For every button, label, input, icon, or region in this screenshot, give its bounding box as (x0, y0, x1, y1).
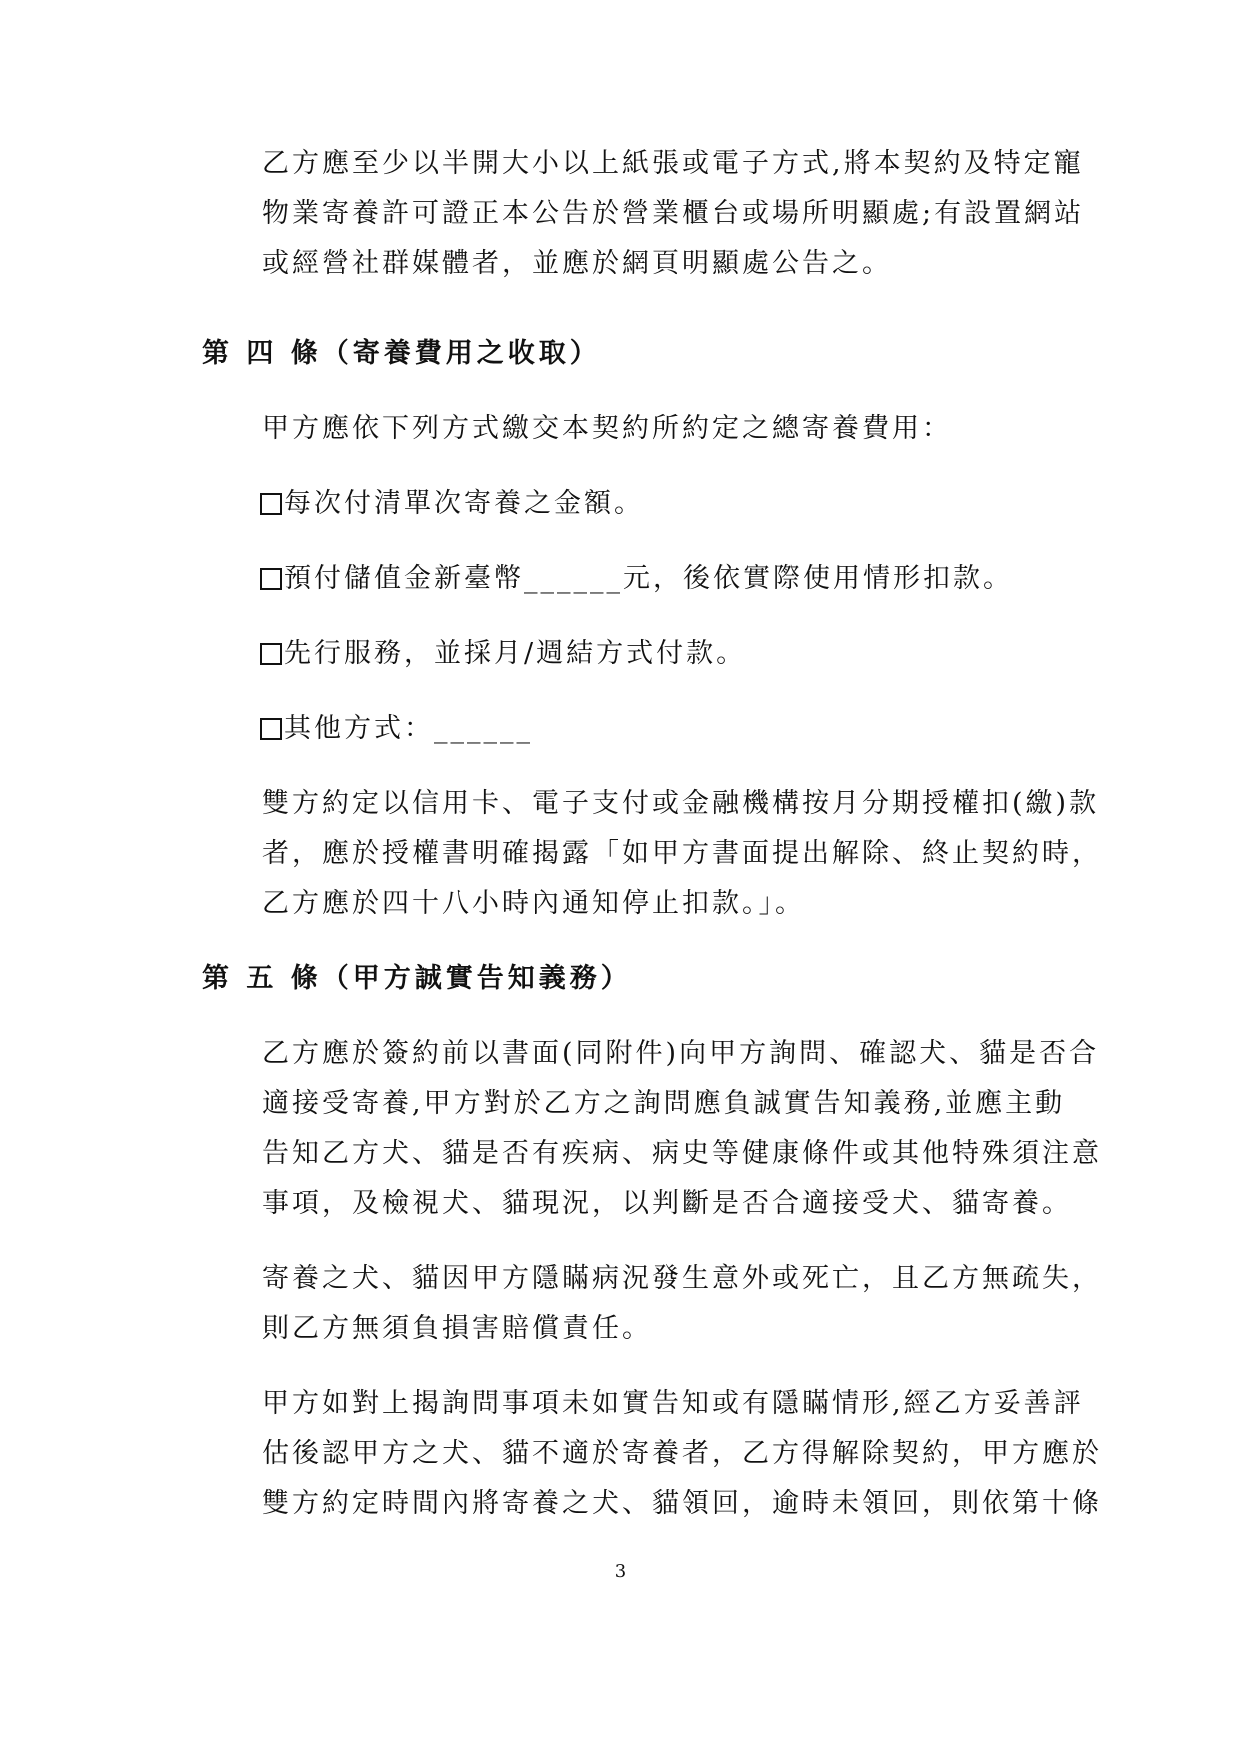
article-5-paragraph-2-line-2: 則乙方無須負損害賠償責任。 (262, 1313, 652, 1344)
article-4-paragraph-line-2: 者，應於授權書明確揭露「如甲方書面提出解除、終止契約時， (262, 838, 1102, 869)
intro-line-2: 物業寄養許可證正本公告於營業櫃台或場所明顯處;有設置網站 (262, 198, 1085, 229)
payment-option-1[interactable] (260, 486, 644, 522)
payment-option-4[interactable] (260, 711, 533, 747)
article-5-paragraph-3-line-1: 甲方如對上揭詢問事項未如實告知或有隱瞞情形,經乙方妥善評 (262, 1388, 1084, 1419)
article-5-paragraph-3-line-3: 雙方約定時間內將寄養之犬、貓領回，逾時未領回，則依第十條 (262, 1488, 1102, 1519)
payment-option-3[interactable] (260, 636, 746, 672)
checkbox-icon[interactable] (260, 718, 282, 740)
article-5-paragraph-1-line-3: 告知乙方犬、貓是否有疾病、病史等健康條件或其他特殊須注意 (262, 1138, 1102, 1169)
checkbox-icon[interactable] (260, 493, 282, 515)
article-4-paragraph-line-1: 雙方約定以信用卡、電子支付或金融機構按月分期授權扣(繳)款 (262, 788, 1100, 819)
article-5-paragraph-1-line-2: 適接受寄養,甲方對於乙方之詢問應負誠實告知義務,並應主動 (262, 1088, 1066, 1119)
checkbox-icon[interactable] (260, 643, 282, 665)
article-5-paragraph-2-line-1: 寄養之犬、貓因甲方隱瞞病況發生意外或死亡，且乙方無疏失， (262, 1263, 1102, 1294)
payment-option-label: 預付儲值金新臺幣______元，後依實際使用情形扣款。 (284, 563, 1013, 594)
article-4-paragraph-line-3: 乙方應於四十八小時內通知停止扣款。」。 (262, 888, 805, 919)
page-number: 3 (614, 1561, 627, 1582)
article-4-heading: 第 四 條（寄養費用之收取） (202, 338, 601, 369)
article-4-lead: 甲方應依下列方式繳交本契約所約定之總寄養費用： (262, 413, 952, 444)
payment-option-label: 先行服務，並採月/週結方式付款。 (284, 638, 747, 669)
payment-option-2[interactable] (260, 561, 1013, 597)
article-5-paragraph-1-line-1: 乙方應於簽約前以書面(同附件)向甲方詢問、確認犬、貓是否合 (262, 1038, 1100, 1069)
intro-line-3: 或經營社群媒體者，並應於網頁明顯處公告之。 (262, 248, 892, 279)
checkbox-icon[interactable] (260, 568, 282, 590)
article-5-heading: 第 五 條（甲方誠實告知義務） (202, 963, 632, 994)
article-5-paragraph-1-line-4: 事項，及檢視犬、貓現況，以判斷是否合適接受犬、貓寄養。 (262, 1188, 1072, 1219)
article-5-paragraph-3-line-2: 估後認甲方之犬、貓不適於寄養者，乙方得解除契約，甲方應於 (262, 1438, 1102, 1469)
payment-option-label: 每次付清單次寄養之金額。 (284, 488, 644, 519)
payment-option-label: 其他方式：______ (284, 713, 533, 744)
intro-line-1: 乙方應至少以半開大小以上紙張或電子方式,將本契約及特定寵 (262, 148, 1084, 179)
